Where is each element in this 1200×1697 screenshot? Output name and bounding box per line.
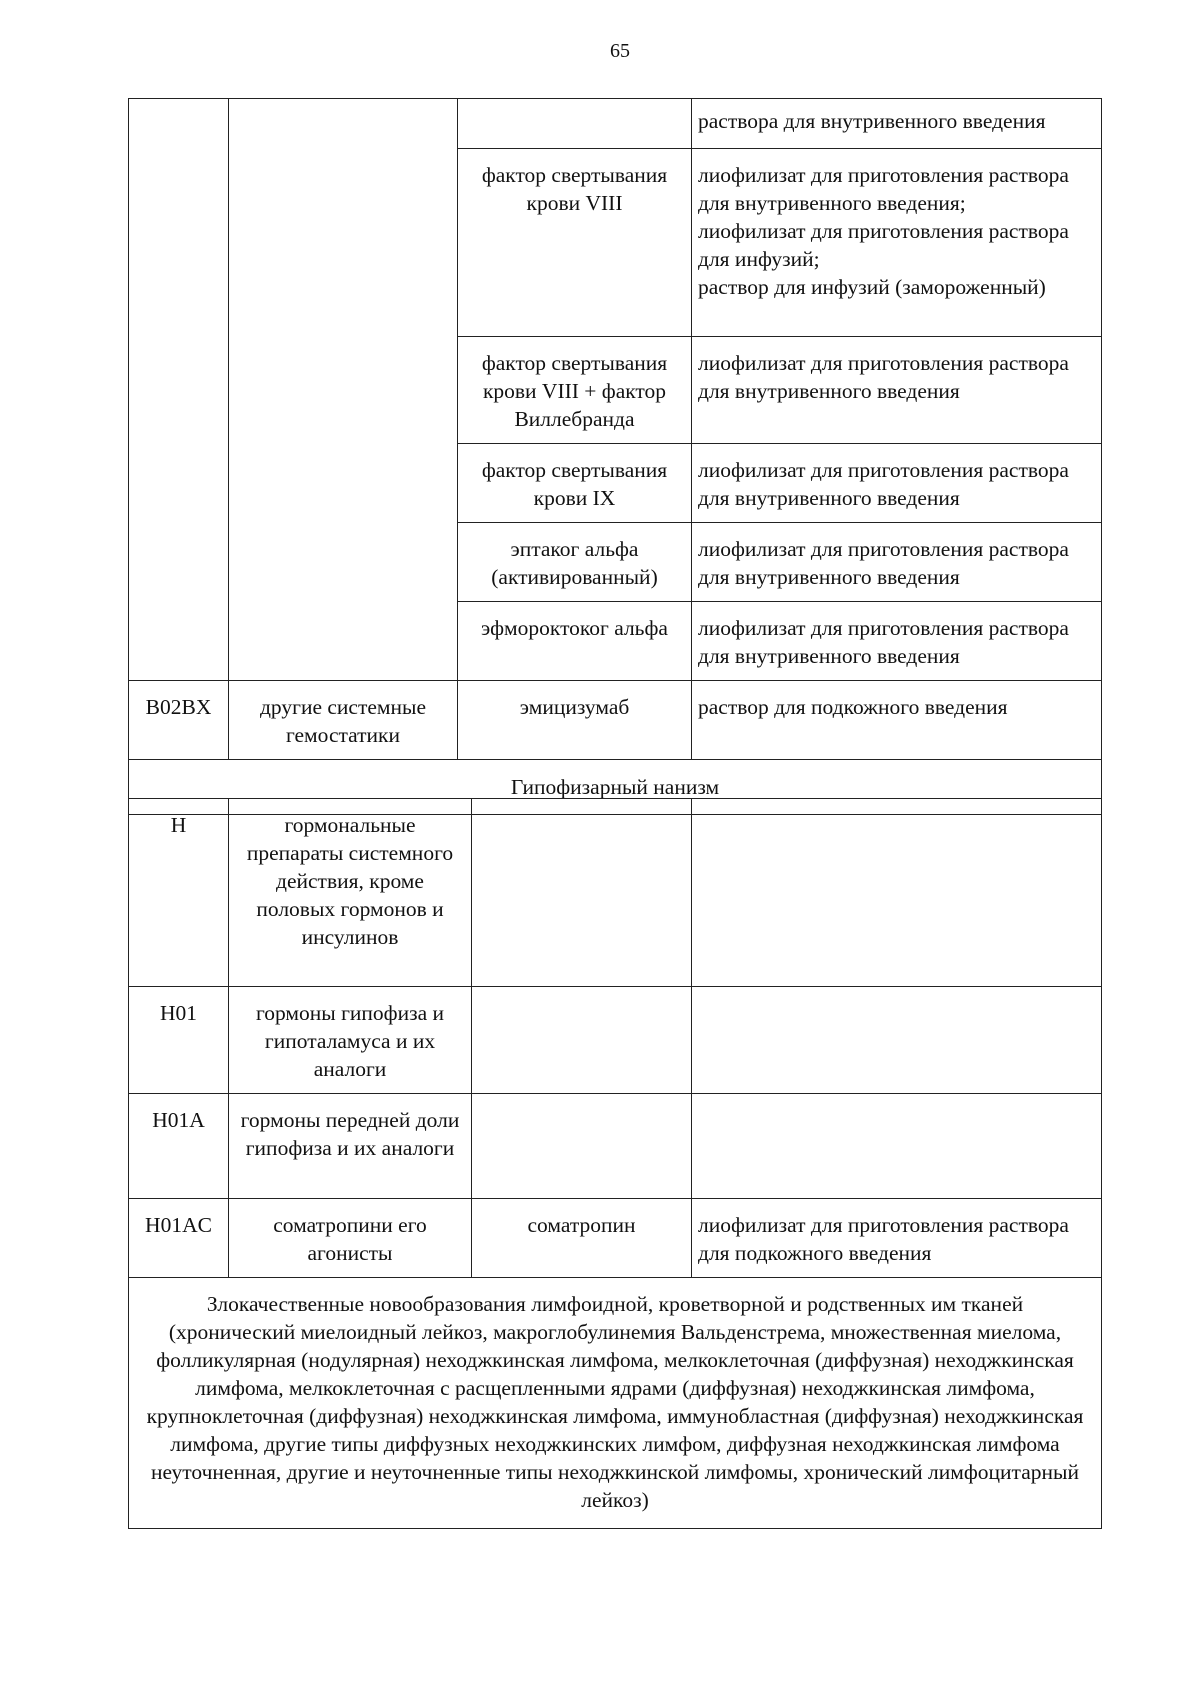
code-cell: H01 bbox=[129, 987, 229, 1094]
code-cell: H01AC bbox=[129, 1199, 229, 1278]
group-cell bbox=[229, 99, 458, 681]
drug-cell: фактор свертывания крови VIII + фактор Виллебранда bbox=[458, 337, 692, 444]
drug-cell bbox=[472, 987, 692, 1094]
form-cell bbox=[692, 799, 1102, 987]
group-cell: гормоны передней доли гипофиза и их аналоги bbox=[229, 1094, 472, 1199]
table-row bbox=[129, 1199, 1102, 1278]
form-cell: лиофилизат для приготовления раствора для внутривенного введения bbox=[692, 444, 1102, 523]
drug-table-h bbox=[128, 798, 1102, 1529]
table-row bbox=[129, 1094, 1102, 1199]
drug-cell: эфмороктоког альфа bbox=[458, 602, 692, 681]
drug-cell: фактор свертывания крови VIII bbox=[458, 149, 692, 337]
form-cell: лиофилизат для приготовления раствора для внутривенного введения bbox=[692, 337, 1102, 444]
drug-table bbox=[128, 98, 1102, 815]
form-cell bbox=[692, 987, 1102, 1094]
drug-cell bbox=[458, 99, 692, 149]
drug-cell bbox=[472, 799, 692, 987]
code-cell bbox=[129, 99, 229, 681]
drug-cell: соматропин bbox=[472, 1199, 692, 1278]
page-number: 65 bbox=[610, 40, 630, 62]
drug-cell: фактор свертывания крови IX bbox=[458, 444, 692, 523]
form-cell: раствора для внутривенного введения bbox=[692, 99, 1102, 149]
form-cell: лиофилизат для приготовления раствора для внутривенного введения; лиофилизат для приготовления раствора для инфузий; раствор для инфузий (замороженный) bbox=[692, 149, 1102, 337]
group-cell: гормоны гипофиза и гипоталамуса и их аналоги bbox=[229, 987, 472, 1094]
section-heading: Злокачественные новообразования лимфоидной, кроветворной и родственных им тканей (хронический миелоидный лейкоз, макроглобулинемия Вальденстрема, множественная миелома, фолликулярная (нодулярная) неходжкинская лимфома, мелкоклеточная (диффузная) неходжкинская лимфома, мелкоклеточная с расщепленными ядрами (диффузная) неходжкинская лимфома, крупноклеточная (диффузная) неходжкинская лимфома, иммунобластная (диффузная) неходжкинская лимфома, другие типы диффузных неходжкинских лимфом, диффузная неходжкинская лимфома неуточненная, другие и неуточненные типы неходжкинской лимфомы, хронический лимфоцитарный лейкоз) bbox=[129, 1278, 1102, 1529]
group-cell: другие системные гемостатики bbox=[229, 681, 458, 760]
form-cell: лиофилизат для приготовления раствора для внутривенного введения bbox=[692, 602, 1102, 681]
section-heading-row bbox=[129, 1278, 1102, 1529]
drug-cell: эмицизумаб bbox=[458, 681, 692, 760]
group-cell: соматропини его агонисты bbox=[229, 1199, 472, 1278]
drug-cell: эптаког альфа (активированный) bbox=[458, 523, 692, 602]
table-row bbox=[129, 99, 1102, 149]
section-heading: Гипофизарный нанизм bbox=[129, 760, 1102, 815]
code-cell: H01A bbox=[129, 1094, 229, 1199]
form-cell: лиофилизат для приготовления раствора для внутривенного введения bbox=[692, 523, 1102, 602]
form-cell bbox=[692, 1094, 1102, 1199]
table-row bbox=[129, 681, 1102, 760]
form-cell: лиофилизат для приготовления раствора для подкожного введения bbox=[692, 1199, 1102, 1278]
drug-cell bbox=[472, 1094, 692, 1199]
group-cell: гормональные препараты системного действия, кроме половых гормонов и инсулинов bbox=[229, 799, 472, 987]
form-cell: раствор для подкожного введения bbox=[692, 681, 1102, 760]
table-row bbox=[129, 987, 1102, 1094]
code-cell: H bbox=[129, 799, 229, 987]
code-cell: B02BX bbox=[129, 681, 229, 760]
table-row bbox=[129, 799, 1102, 987]
